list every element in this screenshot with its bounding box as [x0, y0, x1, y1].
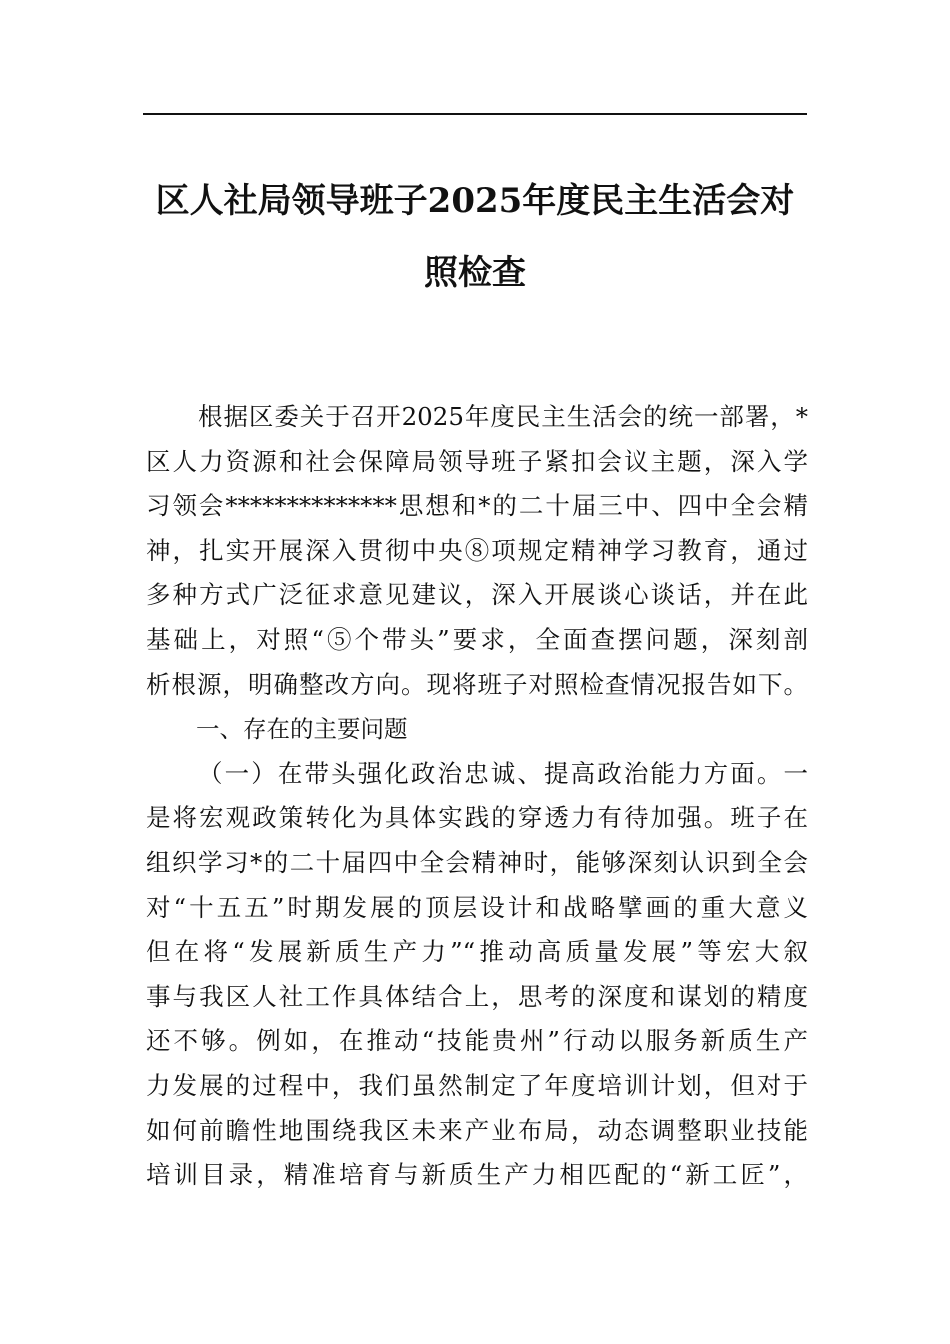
subsection-line: 培训目录，精准培育与新质生产力相匹配的“新工匠”， [146, 1160, 808, 1190]
document-body [146, 395, 808, 1198]
intro-line: 神，扎实开展深入贯彻中央⑧项规定精神学习教育，通过 [146, 535, 808, 565]
subsection-line: 力发展的过程中，我们虽然制定了年度培训计划，但对于 [146, 1070, 808, 1100]
document-title [143, 165, 807, 309]
intro-line: 习领会**************思想和*的二十届三中、四中全会精 [146, 491, 808, 521]
intro-line: 基础上，对照“⑤个带头”要求，全面查摆问题，深刻剖 [146, 624, 808, 654]
subsection-line: 对“十五五”时期发展的顶层设计和战略擘画的重大意义 [146, 892, 808, 922]
subsection-line: （一）在带头强化政治忠诚、提高政治能力方面。一 [198, 758, 808, 788]
intro-line: 区人力资源和社会保障局领导班子紧扣会议主题，深入学 [146, 446, 808, 476]
intro-line: 析根源，明确整改方向。现将班子对照检查情况报告如下。 [146, 669, 808, 699]
subsection-line: 是将宏观政策转化为具体实践的穿透力有待加强。班子在 [146, 803, 808, 833]
subsection-line: 还不够。例如，在推动“技能贵州”行动以服务新质生产 [146, 1026, 808, 1056]
section-heading: 一、存在的主要问题 [196, 715, 408, 744]
title-line-2: 照检查 [424, 253, 526, 293]
subsection-line: 如何前瞻性地围绕我区未来产业布局，动态调整职业技能 [146, 1115, 808, 1145]
header-rule [143, 113, 807, 115]
intro-line: 多种方式广泛征求意见建议，深入开展谈心谈话，并在此 [146, 580, 808, 610]
subsection-line: 组织学习*的二十届四中全会精神时，能够深刻认识到全会 [146, 847, 808, 877]
subsection-line: 但在将“发展新质生产力”“推动高质量发展”等宏大叙 [146, 937, 808, 967]
subsection-line: 事与我区人社工作具体结合上，思考的深度和谋划的精度 [146, 981, 808, 1011]
intro-line: 根据区委关于召开2025年度民主生活会的统一部署，* [198, 402, 808, 431]
title-line-1: 区人社局领导班子2025年度民主生活会对 [155, 181, 795, 221]
